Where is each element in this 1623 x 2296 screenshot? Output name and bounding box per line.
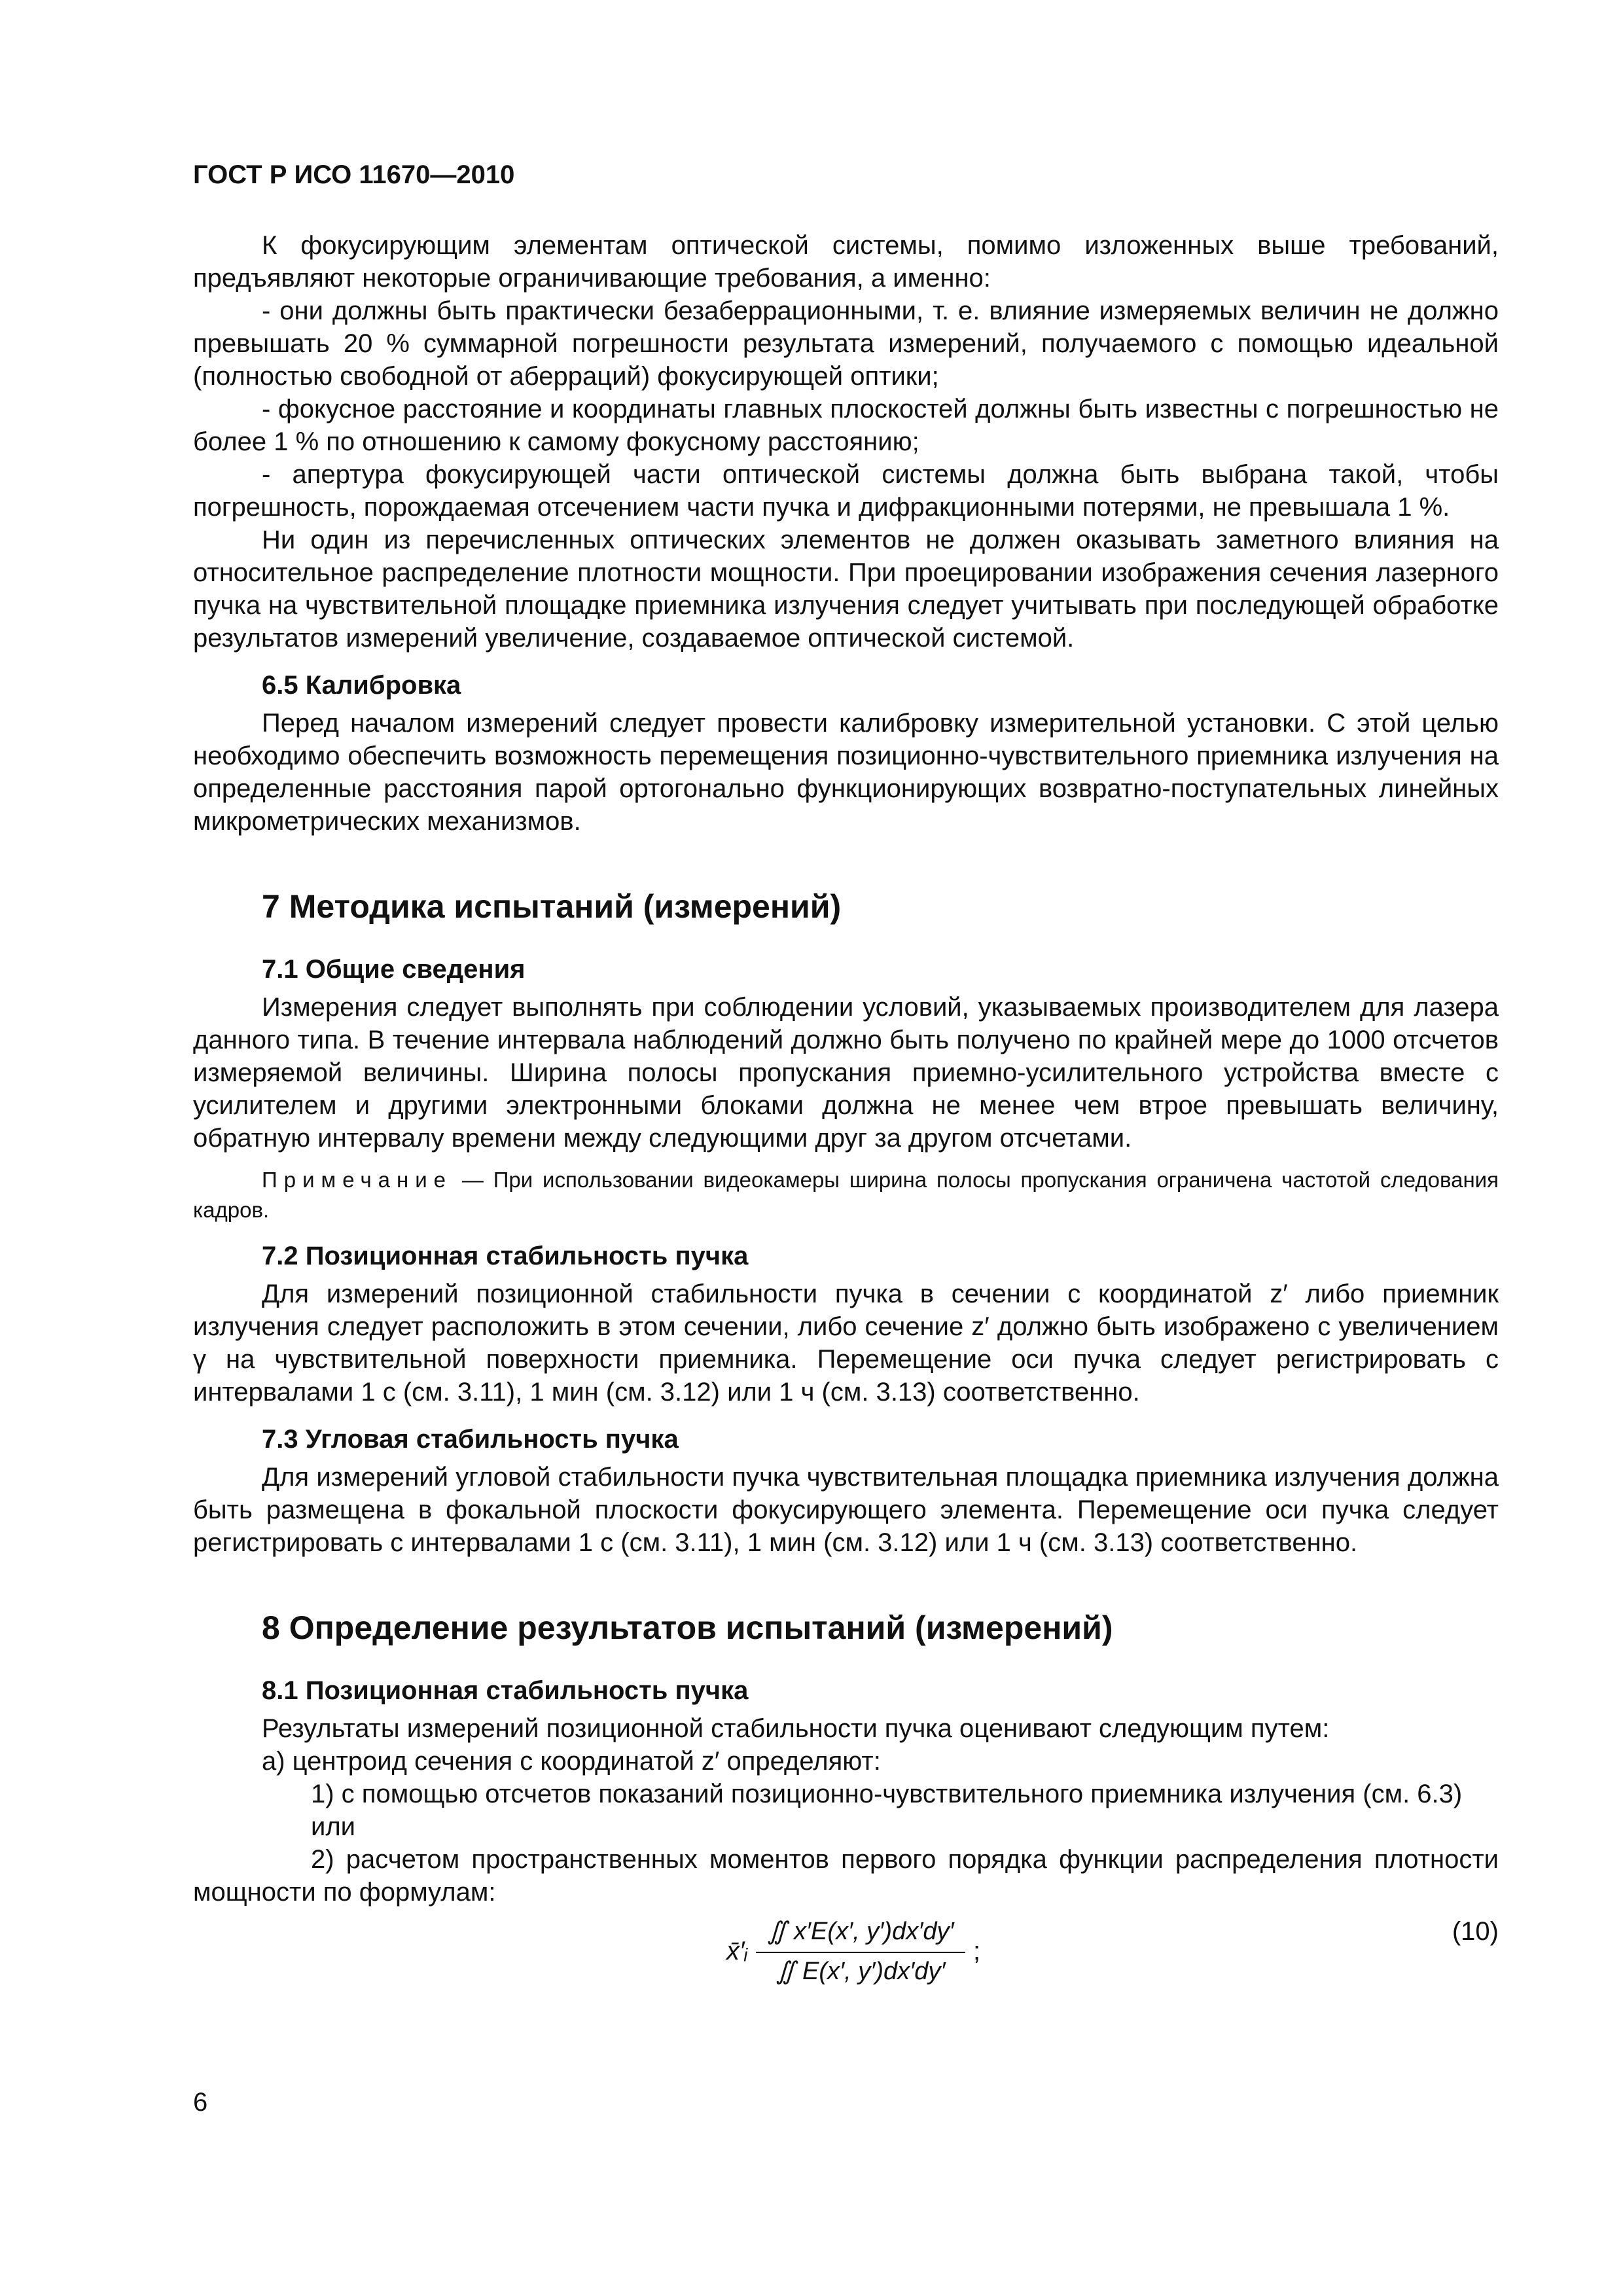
subsection-heading-8-1: 8.1 Позиционная стабильность пучка [262,1676,749,1705]
section-heading-7: 7 Методика испытаний (измерений) [262,888,842,925]
paragraph: Результаты измерений позиционной стабильности пучка оценивают следующим путем: [262,1714,1330,1743]
formula-number: (10) [1452,1917,1499,1946]
list-item: а) центроид сечения с координатой z′ определяют: [262,1747,881,1776]
paragraph: Для измерений позиционной стабильности пучка в сечении с координатой z′ либо приемник излучения следует расположить в этом сечении, либо сечение z′ должно быть изображено с увеличением γ на чувствительной поверхности приемника. Перемещение оси пучка следует регистрировать с интервалами 1 с (см. 3.11), 1 мин (см. 3.12) или 1 ч (см. 3.13) соответственно. [193,1280,1499,1407]
list-item: 2) расчетом пространственных моментов первого порядка функции распределения плотности мощности по формулам: [193,1845,1499,1907]
paragraph: Ни один из перечисленных оптических элементов не должен оказывать заметного влияния на относительное распределение плотности мощности. При проецировании изображения сечения лазерного пучка на чувствительной площадке приемника излучения следует учитывать при последующей обработке результатов измерений увеличение, создаваемое оптической системой. [193,526,1499,653]
paragraph: К фокусирующим элементам оптической системы, помимо изложенных выше требований, предъявляют некоторые ограничивающие требования, а именно: [193,231,1499,293]
formula-10 [193,1915,1499,2013]
note [193,1165,1499,1225]
subsection-heading-7-2: 7.2 Позиционная стабильность пучка [262,1242,749,1270]
paragraph: Для измерений угловой стабильности пучка чувствительная площадка приемника излучения должна быть размещена в фокальной плоскости фокусирующего элемента. Перемещение оси пучка следует регистрировать с интервалами 1 с (см. 3.11), 1 мин (см. 3.12) или 1 ч (см. 3.13) соответственно. [193,1463,1499,1557]
formula-semicolon: ; [973,1937,981,1965]
formula-lhs: x̄′ᵢ [726,1937,748,1965]
note-label: Примечание [262,1168,453,1192]
document-body [193,229,1499,2013]
subsection-heading-7-1: 7.1 Общие сведения [262,955,526,984]
list-item: - фокусное расстояние и координаты главных плоскостей должны быть известны с погрешностью не более 1 % по отношению к самому фокусному расстоянию; [193,395,1499,456]
list-item: 1) с помощью отсчетов показаний позиционно-чувствительного приемника излучения (см. 6.3) [311,1780,1463,1808]
paragraph: Перед началом измерений следует провести калибровку измерительной установки. С этой целью необходимо обеспечить возможность перемещения позиционно-чувствительного приемника излучения на определенные расстояния парой ортогонально функционирующих возвратно-поступательных линейных микрометрических механизмов. [193,709,1499,836]
paragraph: Измерения следует выполнять при соблюдении условий, указываемых производителем для лазера данного типа. В течение интервала наблюдений должно быть получено по крайней мере до 1000 отсчетов измеряемой величины. Ширина полосы пропускания приемно-усилительного устройства вместе с усилителем и другими электронными блоками должна не менее чем втрое превышать величину, обратную интервалу времени между следующими друг за другом отсчетами. [193,993,1499,1153]
list-item: - апертура фокусирующей части оптической системы должна быть выбрана такой, чтобы погрешность, порождаемая отсечением части пучка и дифракционными потерями, не превышала 1 %. [193,460,1499,522]
paragraph: или [311,1812,356,1841]
subsection-heading-7-3: 7.3 Угловая стабильность пучка [262,1425,679,1454]
list-item: - они должны быть практически безаберрационными, т. е. влияние измеряемых величин не должно превышать 20 % суммарной погрешности результата измерений, получаемого с помощью идеальной (полностью свободной от аберраций) фокусирующей оптики; [193,296,1499,391]
formula-fraction [756,1915,965,1990]
note-text: — При использовании видеокамеры ширина полосы пропускания ограничена частотой следования кадров. [193,1168,1499,1222]
formula-denominator: ∬ E(x′, y′)dx′dy′ [776,1958,946,1985]
section-heading-8: 8 Определение результатов испытаний (измерений) [262,1609,1113,1646]
page-header: ГОСТ Р ИСО 11670—2010 [193,160,515,189]
subsection-heading-6-5: 6.5 Калибровка [262,671,461,700]
formula-numerator: ∬ x′E(x′, y′)dx′dy′ [756,1915,965,1953]
page-number: 6 [193,2088,208,2117]
